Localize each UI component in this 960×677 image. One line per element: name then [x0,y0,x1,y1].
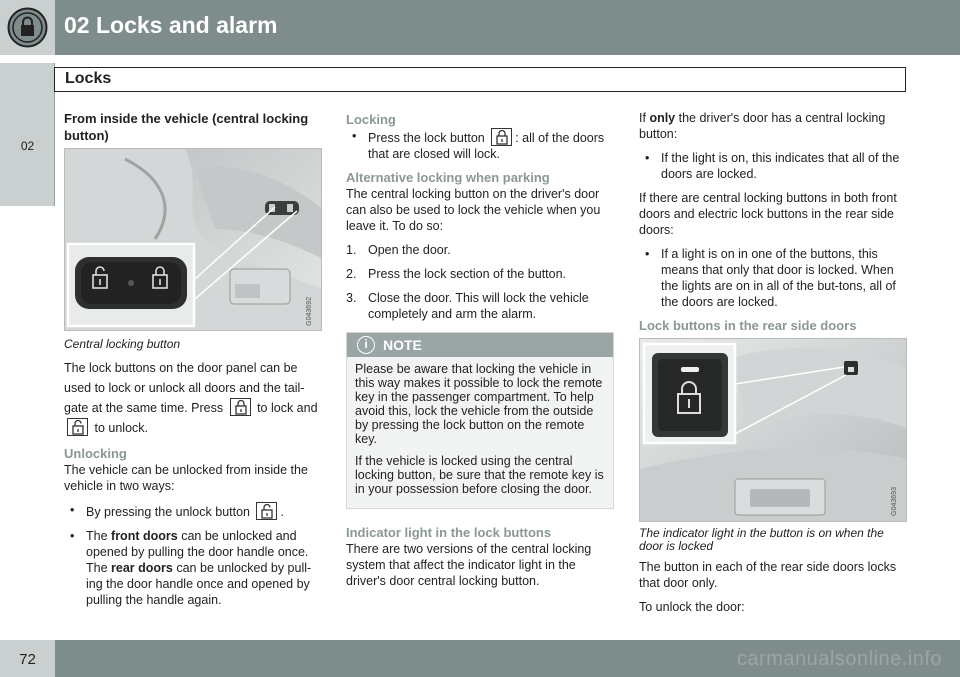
heading-central-locking: From inside the vehicle (central locking button) [64,111,309,143]
text-segment: : all of the doors that are closed will lock. [368,131,605,161]
text-segment: rear doors [111,561,173,575]
unlock-button-icon [256,502,277,520]
text-segment: front doors [111,529,178,543]
step-text: Close the door. This will lock the vehicle completely and arm the alarm. [368,291,589,321]
note-paragraph: If the vehicle is locked using the central locking button, be sure that the remote key is in your possession before closing the door. [355,454,604,496]
list-item: • If a light is on in one of the buttons, this means that only that door is locked. When the lights are on in all of the but-tons, all of the doors are locked. [639,246,907,310]
paragraph-to-unlock: To unlock the door: [639,600,745,614]
info-icon: i [357,336,375,354]
text-segment: can be unlocked and opened by pulling the door handle once. The [86,529,309,575]
page-footer [0,640,960,677]
section-title-bar [54,67,906,92]
list-item: • If the light is on, this indicates that all of the doors are locked. [639,150,907,182]
central-locking-figure [64,148,322,331]
text-segment: Press the lock button [368,131,485,145]
text-segment: to unlock. [94,421,148,435]
heading-alternative-locking: Alternative locking when parking [346,170,550,185]
step-text: Open the door. [368,243,451,257]
watermark: carmanualsonline.info [736,648,942,670]
lock-button-icon [491,128,512,146]
text-segment: The [86,529,108,543]
list-item [64,528,324,608]
unlock-button-icon [67,418,88,436]
heading-unlocking: Unlocking [64,446,127,461]
figure-code: G043692 [306,297,313,326]
note-label: NOTE [383,337,422,353]
note-body [347,357,613,508]
text-segment: the driver's door has a central locking button: [639,111,886,141]
heading-locking: Locking [346,112,396,127]
column-2 [346,110,614,597]
rear-lock-figure [639,338,907,522]
heading-indicator-light: Indicator light in the lock buttons [346,525,552,540]
logo-box [0,0,55,55]
figure-code: G043693 [891,487,898,516]
figure-caption: The indicator light in the button is on when the door is locked [639,526,884,553]
list-item [346,242,614,258]
chapter-tab[interactable] [0,63,55,206]
paragraph-lock-buttons [64,358,324,438]
text-segment: can be unlocked by pull-ing the door handle once and opened by pulling the handle again. [86,561,312,607]
chapter-tab-label: 02 [20,139,35,153]
paragraph-only-driver [639,110,907,142]
rear-lock-illustration [640,339,907,522]
heading-rear-lock-buttons: Lock buttons in the rear side doors [639,318,857,333]
chapter-title: 02 Locks and alarm [64,12,278,38]
text-segment: only [649,111,676,125]
paragraph-both-front: If there are central locking buttons in both front doors and electric lock buttons in the rear side doors: [639,191,897,237]
note-paragraph: Please be aware that locking the vehicle in this way makes it possible to lock the remote key in the passenger compartment. To help avoid this, lock the vehicle from the outside by pressing the lock button on the remote key. [355,362,603,446]
section-title: Locks [65,70,112,87]
page-number-box [0,640,55,677]
column-3 [639,110,907,623]
text-segment: The lock buttons on the door panel can be used to lock or unlock all doors and the tail-gate at the same time. Press [64,361,305,415]
lock-alarm-chapter-icon [7,7,48,48]
list-item [346,290,614,322]
text-segment: If [639,111,646,125]
step-number: 3. [346,291,357,305]
paragraph-indicator-light: There are two versions of the central locking system that affect the indicator light in the driver's door central locking button. [346,542,592,588]
text-segment: to lock and [257,401,318,415]
note-header [347,333,613,357]
step-number: 2. [346,267,357,281]
list-item [346,266,614,282]
list-item [346,128,614,162]
paragraph-alternative-locking: The central locking button on the driver's door can also be used to lock the vehicle when you leave it. To do so: [346,187,601,233]
central-locking-illustration [65,149,322,331]
step-number: 1. [346,243,357,257]
paragraph-rear-button: The button in each of the rear side doors locks that door only. [639,560,897,590]
page-number: 72 [19,651,36,668]
text-segment: By pressing the unlock button [86,505,250,519]
lock-button-icon [230,398,251,416]
chapter-header [0,0,960,55]
column-1 [64,110,324,616]
step-text: Press the lock section of the button. [368,267,567,281]
list-item [64,502,324,520]
figure-caption: Central locking button [64,337,181,351]
paragraph-unlocking: The vehicle can be unlocked from inside the vehicle in two ways: [64,463,308,493]
note-box [346,332,614,509]
text-segment: . [280,505,284,519]
